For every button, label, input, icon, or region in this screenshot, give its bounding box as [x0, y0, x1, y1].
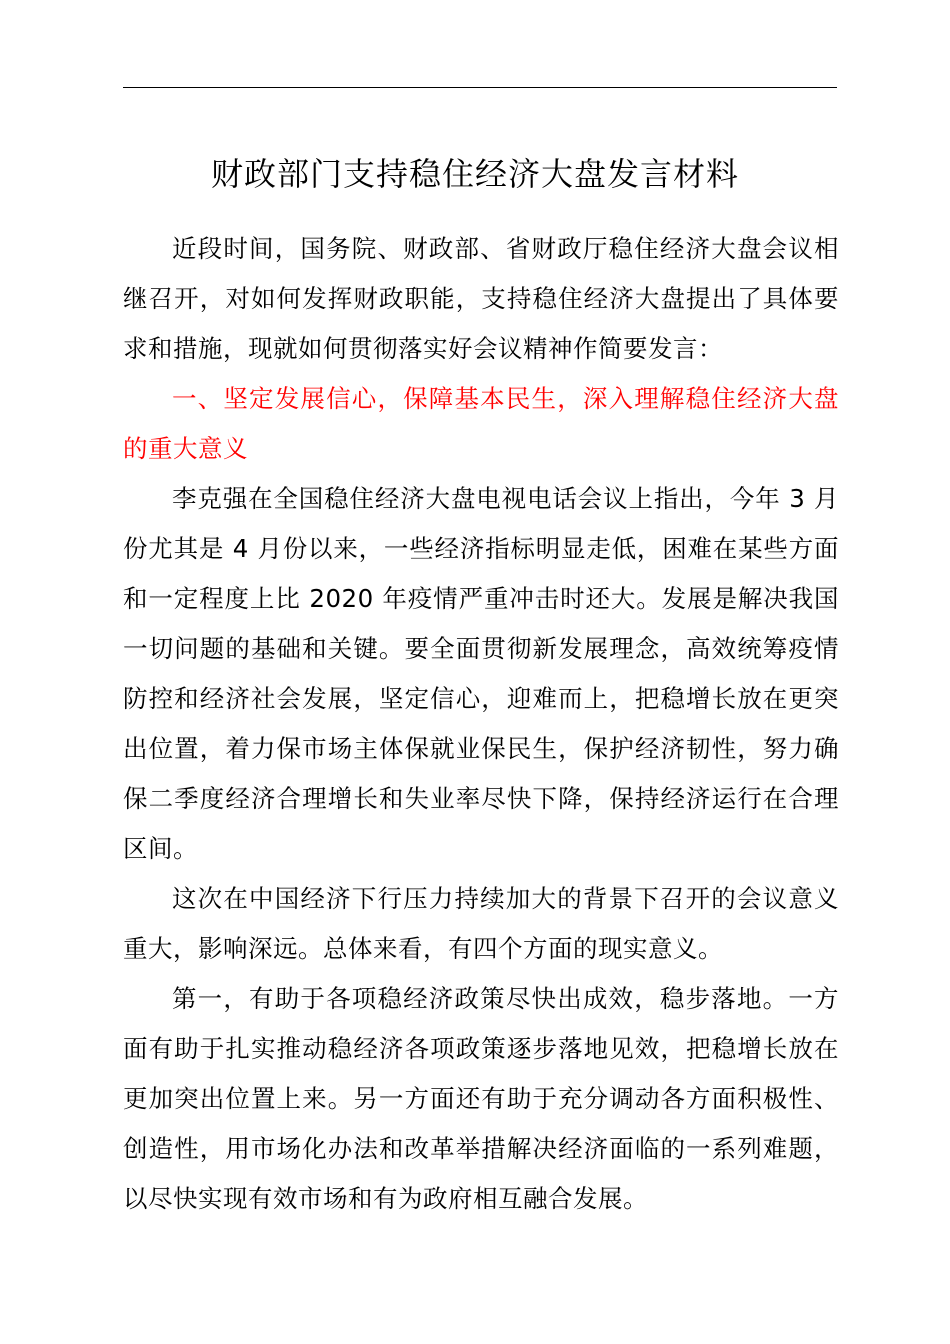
paragraph-speech: 李克强在全国稳住经济大盘电视电话会议上指出，今年 3 月份尤其是 4 月份以来，一些经济指标明显走低，困难在某些方面和一定程度上比 2020 年疫情严重冲击时还大。发展是解决我国一切问题的基础和关键。要全面贯彻新发展理念，高效统筹疫情防控和经济社会发展，坚定信心，迎难而上，把稳增长放在更突出位置，着力保市场主体保就业保民生，保护经济韧性，努力确保二季度经济合理增长和失业率尽快下降，保持经济运行在合理区间。 [123, 484, 839, 863]
header-rule [123, 87, 837, 88]
paragraph-intro: 近段时间，国务院、财政部、省财政厅稳住经济大盘会议相继召开，对如何发挥财政职能，支持稳住经济大盘提出了具体要求和措施，现就如何贯彻落实好会议精神作简要发言： [123, 234, 839, 363]
document-title: 财政部门支持稳住经济大盘发言材料 [210, 155, 739, 193]
section-heading: 一、坚定发展信心，保障基本民生，深入理解稳住经济大盘的重大意义 [123, 384, 839, 463]
document-body [123, 224, 839, 1224]
paragraph-first-point: 第一，有助于各项稳经济政策尽快出成效，稳步落地。一方面有助于扎实推动稳经济各项政策逐步落地见效，把稳增长放在更加突出位置上来。另一方面还有助于充分调动各方面积极性、创造性，用市场化办法和改革举措解决经济面临的一系列难题，以尽快实现有效市场和有为政府相互融合发展。 [123, 984, 839, 1213]
paragraph-significance: 这次在中国经济下行压力持续加大的背景下召开的会议意义重大，影响深远。总体来看，有四个方面的现实意义。 [123, 884, 839, 963]
